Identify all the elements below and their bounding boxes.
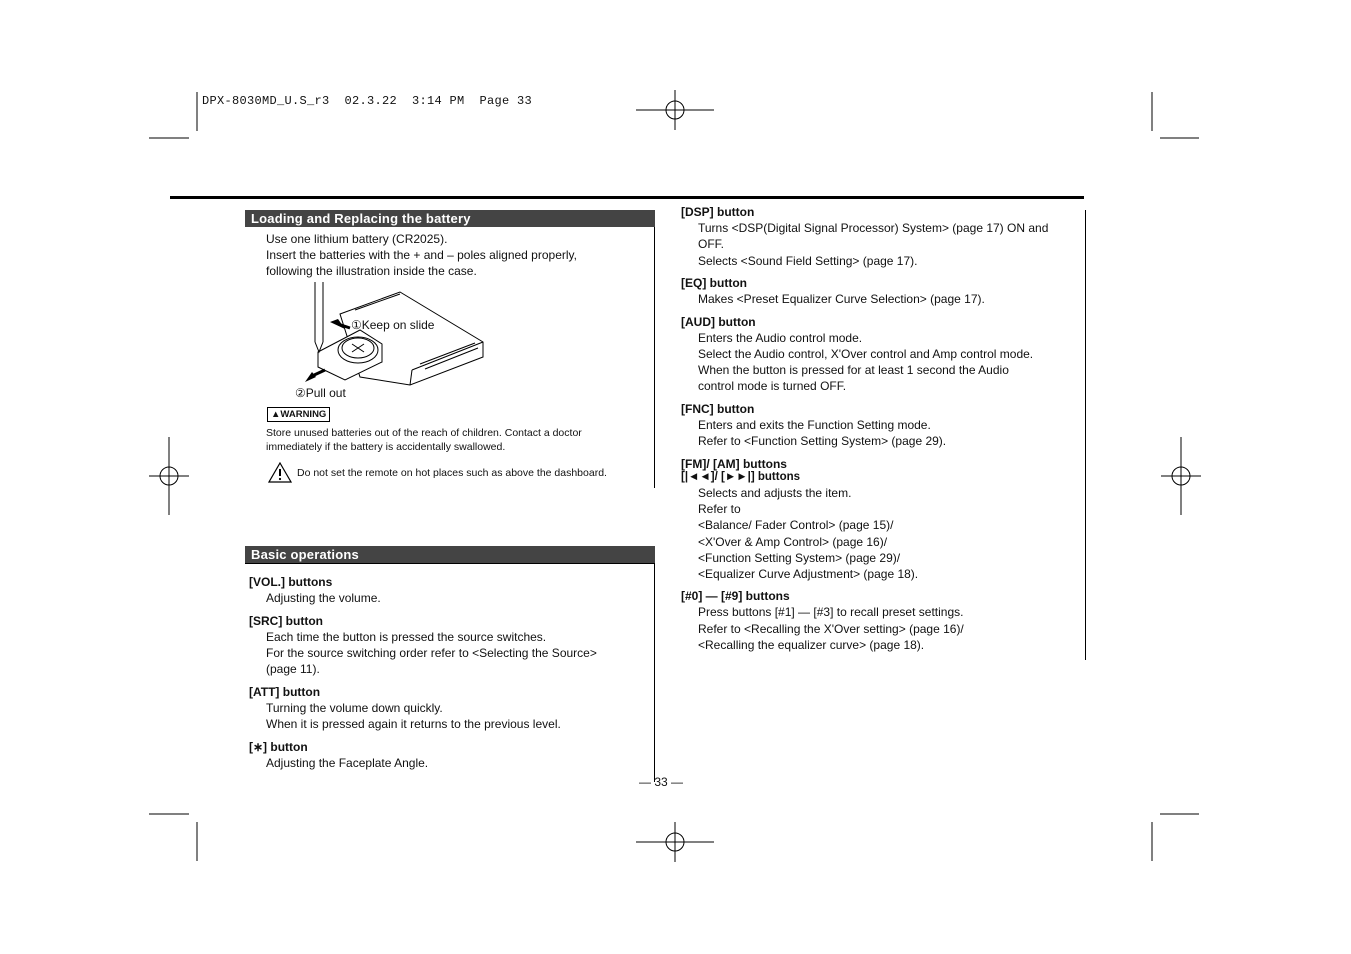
att-heading: [ATT] button <box>249 685 321 699</box>
dsp-text-1: Turns <DSP(Digital Signal Processor) System> (page 17) ON and <box>698 221 1049 235</box>
fm-text-2: Refer to <box>698 502 741 516</box>
fm-text-4: <X'Over & Amp Control> (page 16)/ <box>698 535 888 549</box>
battery-line-2: Insert the batteries with the + and – poles aligned properly, <box>266 248 577 262</box>
figure-label-pull-out: ②Pull out <box>295 386 346 400</box>
warning-label: ▲WARNING <box>267 407 330 422</box>
caution-icon <box>268 462 292 483</box>
aud-text-4: control mode is turned OFF. <box>698 379 847 393</box>
section-title-battery: Loading and Replacing the battery <box>245 210 655 227</box>
figure-label-keep-on-slide: ①Keep on slide <box>351 318 435 332</box>
star-heading: [∗] button <box>249 740 308 754</box>
star-text: Adjusting the Faceplate Angle. <box>266 756 429 770</box>
fm-text-6: <Equalizer Curve Adjustment> (page 18). <box>698 567 919 581</box>
aud-text-1: Enters the Audio control mode. <box>698 331 863 345</box>
fm-am-heading: [FM]/ [AM] buttons <box>681 457 787 471</box>
right-margin-rule <box>1085 210 1086 660</box>
att-text-1: Turning the volume down quickly. <box>266 701 443 715</box>
vol-text: Adjusting the volume. <box>266 591 381 605</box>
battery-line-1: Use one lithium battery (CR2025). <box>266 232 448 246</box>
print-slug: DPX-8030MD_U.S_r3 02.3.22 3:14 PM Page 33 <box>202 94 533 108</box>
fm-text-1: Selects and adjusts the item. <box>698 486 852 500</box>
dsp-heading: [DSP] button <box>681 205 755 219</box>
dsp-text-2: OFF. <box>698 237 724 251</box>
aud-text-3: When the button is pressed for at least 1 second the Audio <box>698 363 1009 377</box>
fnc-heading: [FNC] button <box>681 402 755 416</box>
src-text-3: (page 11). <box>266 662 320 676</box>
fnc-text-1: Enters and exits the Function Setting mode. <box>698 418 931 432</box>
warning-text-1: Store unused batteries out of the reach of children. Contact a doctor <box>266 427 582 439</box>
section-title-basic: Basic operations <box>245 546 655 563</box>
skip-heading: [|◄◄]/ [►►|] buttons <box>681 471 801 483</box>
fm-text-5: <Function Setting System> (page 29)/ <box>698 551 901 565</box>
num-text-1: Press buttons [#1] — [#3] to recall preset settings. <box>698 605 964 619</box>
eq-heading: [EQ] button <box>681 276 747 290</box>
src-text-1: Each time the button is pressed the source switches. <box>266 630 547 644</box>
top-rule <box>170 196 1084 199</box>
aud-heading: [AUD] button <box>681 315 756 329</box>
section-underline-basic <box>245 563 655 564</box>
fnc-text-2: Refer to <Function Setting System> (page 29). <box>698 434 947 448</box>
battery-illustration <box>300 282 490 387</box>
fm-text-3: <Balance/ Fader Control> (page 15)/ <box>698 518 894 532</box>
num-text-2: Refer to <Recalling the X'Over setting> (page 16)/ <box>698 622 964 636</box>
vol-heading: [VOL.] buttons <box>249 575 333 589</box>
att-text-2: When it is pressed again it returns to the previous level. <box>266 717 561 731</box>
src-text-2: For the source switching order refer to <Selecting the Source> <box>266 646 597 660</box>
num-text-3: <Recalling the equalizer curve> (page 18). <box>698 638 925 652</box>
aud-text-2: Select the Audio control, X'Over control and Amp control mode. <box>698 347 1034 361</box>
battery-line-3: following the illustration inside the case. <box>266 264 477 278</box>
warning-text-2: immediately if the battery is accidentally swallowed. <box>266 441 506 453</box>
dsp-text-3: Selects <Sound Field Setting> (page 17). <box>698 254 918 268</box>
column-divider-upper <box>654 210 655 488</box>
column-divider-lower <box>654 546 655 782</box>
src-heading: [SRC] button <box>249 614 323 628</box>
num-heading: [#0] — [#9] buttons <box>681 589 790 603</box>
page-number: — 33 — <box>639 775 684 789</box>
caution-text: Do not set the remote on hot places such as above the dashboard. <box>297 467 607 479</box>
eq-text: Makes <Preset Equalizer Curve Selection> (page 17). <box>698 292 985 306</box>
